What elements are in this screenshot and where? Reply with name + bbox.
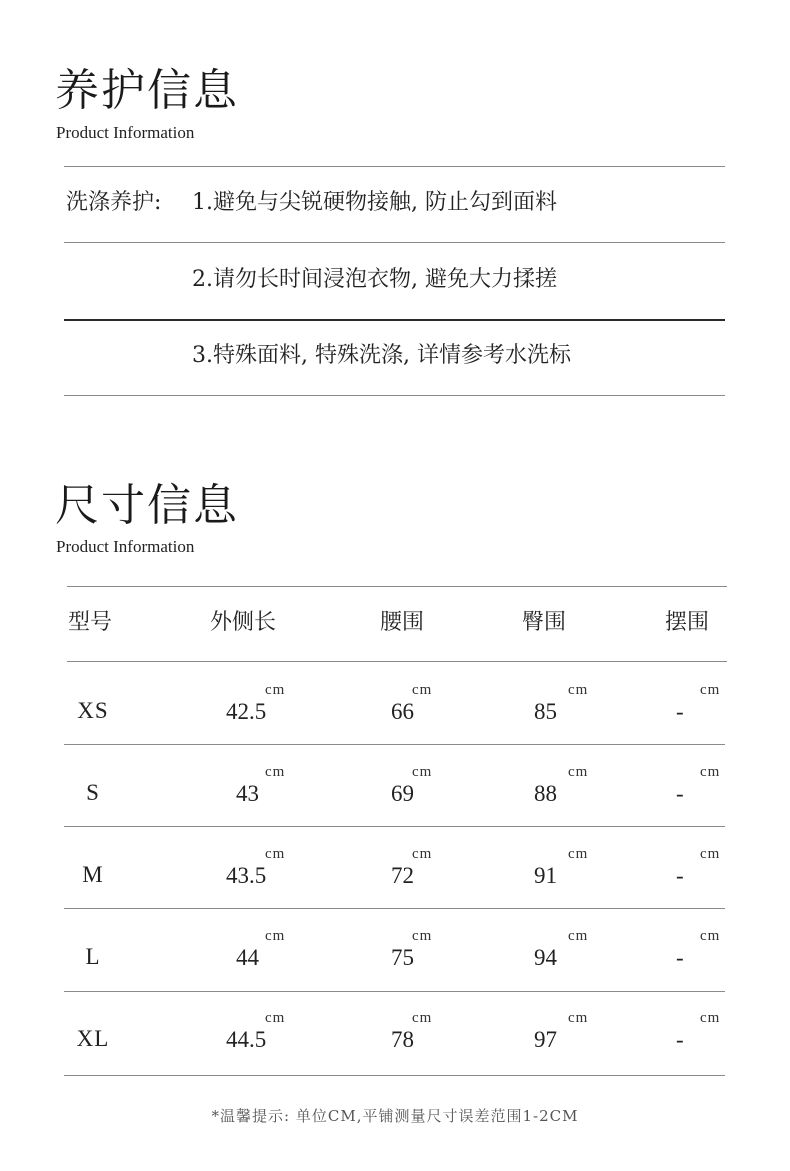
unit-label: cm	[412, 928, 433, 944]
waist-value: 78	[391, 1027, 414, 1052]
unit-label: cm	[568, 764, 589, 780]
unit-label: cm	[700, 846, 721, 862]
unit-label: cm	[700, 1010, 721, 1026]
size-label: XS	[77, 698, 109, 723]
unit-label: cm	[265, 1010, 286, 1026]
hem-value: -	[676, 863, 684, 888]
table-bottom-rule	[64, 1075, 725, 1076]
care-title: 养护信息	[55, 65, 239, 116]
care-item-2: 2.请勿长时间浸泡衣物, 避免大力揉搓	[192, 267, 557, 292]
unit-label: cm	[412, 846, 433, 862]
care-label: 洗涤养护:	[66, 190, 162, 215]
size-subtitle: Product Information	[56, 537, 195, 556]
hem-value: -	[676, 699, 684, 724]
row-rule	[64, 744, 725, 745]
size-label: XL	[76, 1026, 110, 1051]
divider	[64, 319, 725, 321]
header-hip: 臀围	[522, 610, 567, 635]
measurement-note: *温馨提示: 单位CM,平铺测量尺寸误差范围1-2CM	[211, 1107, 579, 1125]
unit-label: cm	[265, 682, 286, 698]
header-waist: 腰围	[380, 610, 425, 635]
unit-label: cm	[412, 1010, 433, 1026]
unit-label: cm	[265, 928, 286, 944]
hem-value: -	[676, 945, 684, 970]
unit-label: cm	[265, 764, 286, 780]
header-outer-length: 外侧长	[210, 610, 277, 635]
unit-label: cm	[700, 764, 721, 780]
waist-value: 66	[391, 699, 414, 724]
hip-value: 97	[534, 1027, 557, 1052]
header-model: 型号	[68, 610, 113, 635]
hip-value: 91	[534, 863, 557, 888]
unit-label: cm	[412, 764, 433, 780]
hip-value: 85	[534, 699, 557, 724]
header-rule	[67, 661, 727, 662]
row-rule	[64, 908, 725, 909]
outer-length-value: 42.5	[226, 699, 267, 724]
row-rule	[64, 826, 725, 827]
size-label: S	[86, 780, 100, 805]
care-subtitle: Product Information	[56, 123, 195, 142]
hem-value: -	[676, 781, 684, 806]
hip-value: 88	[534, 781, 557, 806]
care-item-1: 1.避免与尖锐硬物接触, 防止勾到面料	[192, 190, 557, 215]
header-hem: 摆围	[665, 610, 710, 635]
outer-length-value: 44	[236, 945, 259, 970]
table-top-rule	[67, 586, 727, 587]
unit-label: cm	[700, 928, 721, 944]
size-label: L	[85, 944, 101, 969]
divider	[64, 242, 725, 243]
unit-label: cm	[700, 682, 721, 698]
size-label: M	[82, 862, 104, 887]
waist-value: 69	[391, 781, 414, 806]
care-item-3: 3.特殊面料, 特殊洗涤, 详情参考水洗标	[192, 343, 571, 368]
unit-label: cm	[568, 1010, 589, 1026]
row-rule	[64, 991, 725, 992]
unit-label: cm	[412, 682, 433, 698]
unit-label: cm	[568, 682, 589, 698]
divider	[64, 395, 725, 396]
hip-value: 94	[534, 945, 557, 970]
hem-value: -	[676, 1027, 684, 1052]
outer-length-value: 43.5	[226, 863, 267, 888]
divider	[64, 166, 725, 167]
unit-label: cm	[265, 846, 286, 862]
waist-value: 75	[391, 945, 414, 970]
unit-label: cm	[568, 846, 589, 862]
waist-value: 72	[391, 863, 414, 888]
size-title: 尺寸信息	[55, 480, 239, 531]
outer-length-value: 44.5	[226, 1027, 267, 1052]
unit-label: cm	[568, 928, 589, 944]
outer-length-value: 43	[236, 781, 259, 806]
